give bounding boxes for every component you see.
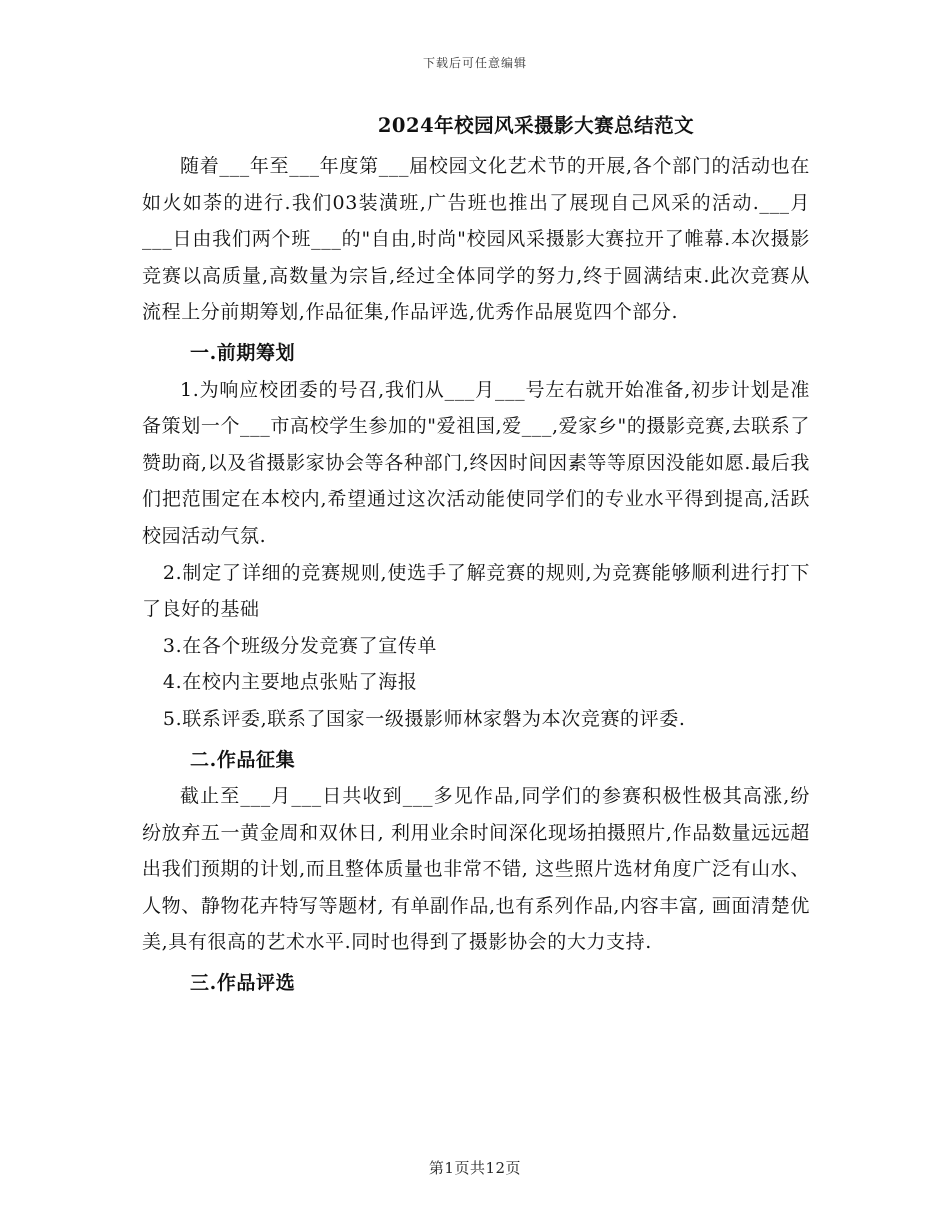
section-heading-collection: 二.作品征集: [190, 748, 296, 771]
document-title: 2024年校园风采摄影大赛总结范文: [377, 114, 695, 137]
intro-paragraph: 随着___年至___年度第___届校园文化艺术节的开展,各个部门的活动也在如火如荼的进行.我们03装潢班,广告班也推出了展现自己风采的活动.___月___日由我们两个班___的"自由,时尚"校园风采摄影大赛拉开了帷幕.本次摄影竞赛以高质量,高数量为宗旨,经过全体同学的努力,终于圆满结束.此次竞赛从流程上分前期筹划,作品征集,作品评选,优秀作品展览四个部分.: [142, 155, 810, 324]
document-body: [142, 112, 810, 1002]
planning-item-5: 5.联系评委,联系了国家一级摄影师林家磐为本次竞赛的评委.: [162, 707, 686, 730]
section-heading-planning: 一.前期筹划: [190, 341, 296, 364]
header-note: 下载后可任意编辑: [422, 56, 527, 70]
section-heading-judging: 三.作品评选: [190, 972, 296, 995]
page-number-footer: 第1页共12页: [428, 1159, 522, 1177]
planning-item-2: 2.制定了详细的竞赛规则,使选手了解竞赛的规则,为竞赛能够顺利进行打下了良好的基础: [142, 561, 810, 621]
planning-item-1: 1.为响应校团委的号召,我们从___月___号左右就开始准备,初步计划是准备策划一个___市高校学生参加的"爱祖国,爱___,爱家乡"的摄影竞赛,去联系了赞助商,以及省摄影家协会等各种部门,终因时间因素等等原因没能如愿.最后我们把范围定在本校内,希望通过这次活动能使同学们的专业水平得到提高,活跃校园活动气氛.: [142, 378, 810, 547]
planning-item-4: 4.在校内主要地点张贴了海报: [162, 671, 418, 694]
planning-item-3: 3.在各个班级分发竞赛了宣传单: [162, 634, 438, 657]
collection-paragraph: 截止至___月___日共收到___多见作品,同学们的参赛积极性极其高涨,纷纷放弃五一黄金周和双休日, 利用业余时间深化现场拍摄照片,作品数量远远超出我们预期的计划,而且整体质量也非常不错, 这些照片选材角度广泛有山水、人物、静物花卉特写等题材, 有单副作品,也有系列作品,内容丰富, 画面清楚优美,具有很高的艺术水平.同时也得到了摄影协会的大力支持.: [142, 785, 810, 954]
